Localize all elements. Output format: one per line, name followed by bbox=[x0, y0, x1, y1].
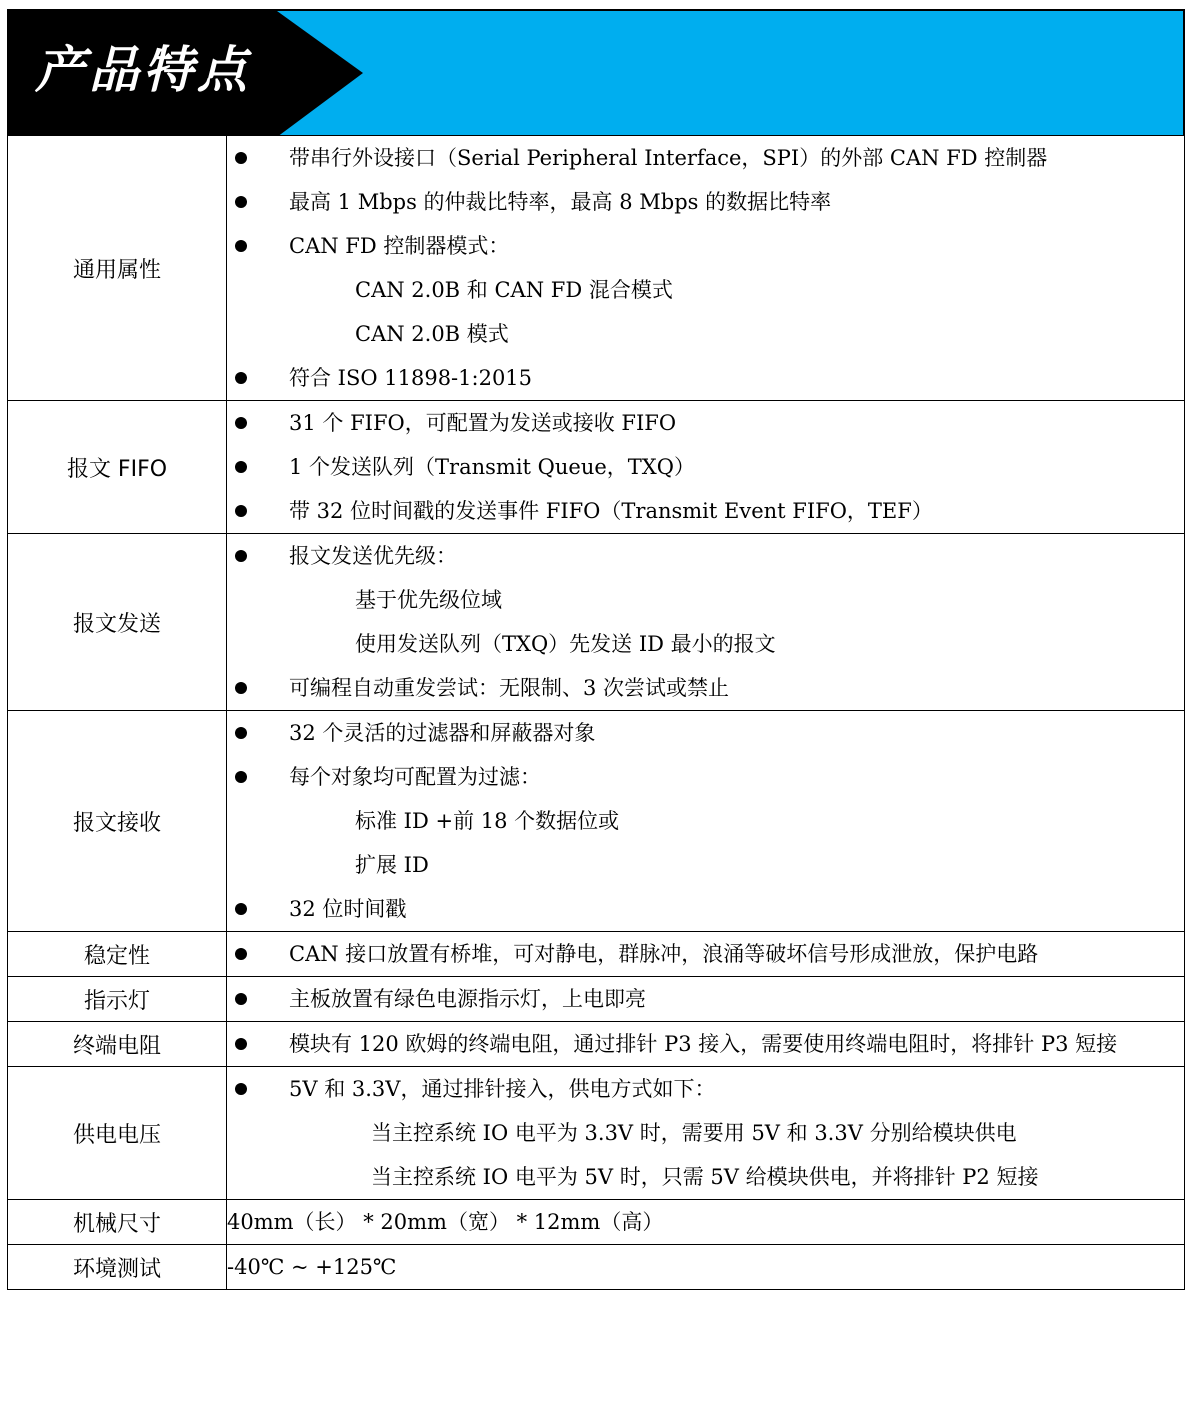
row-label: 报文接收 bbox=[8, 711, 227, 932]
list-item: 31 个 FIFO，可配置为发送或接收 FIFO bbox=[227, 401, 1184, 445]
list-item: 1 个发送队列（Transmit Queue，TXQ） bbox=[227, 445, 1184, 489]
table-row bbox=[8, 136, 1185, 401]
table-row bbox=[8, 932, 1185, 977]
bullet-icon bbox=[235, 1083, 247, 1095]
row-label: 终端电阻 bbox=[8, 1022, 227, 1067]
environment-value: -40℃ ~ +125℃ bbox=[227, 1255, 397, 1279]
row-content bbox=[227, 1245, 1185, 1290]
bullet-icon bbox=[235, 727, 247, 739]
sub-list-item: CAN 2.0B 模式 bbox=[355, 322, 509, 346]
row-content bbox=[227, 932, 1185, 977]
list-item: 主板放置有绿色电源指示灯，上电即亮 bbox=[227, 977, 1184, 1021]
bullet-icon bbox=[235, 1038, 247, 1050]
bullet-icon bbox=[235, 152, 247, 164]
bullet-icon bbox=[235, 993, 247, 1005]
table-row bbox=[8, 401, 1185, 534]
list-item: 模块有 120 欧姆的终端电阻，通过排针 P3 接入，需要使用终端电阻时，将排针 P3 短接 bbox=[227, 1022, 1184, 1066]
row-label: 报文 FIFO bbox=[8, 401, 227, 534]
table-row bbox=[8, 711, 1185, 932]
list-item: 每个对象均可配置为过滤： bbox=[227, 755, 1184, 799]
page-title: 产品特点 bbox=[35, 41, 251, 99]
row-content bbox=[227, 534, 1185, 711]
sub-list-item: 扩展 ID bbox=[355, 853, 429, 877]
header-banner bbox=[7, 9, 1185, 135]
row-content bbox=[227, 1022, 1185, 1067]
bullet-icon bbox=[235, 550, 247, 562]
list-item: CAN FD 控制器模式： bbox=[227, 224, 1184, 268]
bullet-icon bbox=[235, 771, 247, 783]
bullet-icon bbox=[235, 682, 247, 694]
row-label: 指示灯 bbox=[8, 977, 227, 1022]
bullet-icon bbox=[235, 903, 247, 915]
spec-page bbox=[7, 9, 1185, 1290]
row-content bbox=[227, 401, 1185, 534]
bullet-icon bbox=[235, 417, 247, 429]
sub-list-item: 当主控系统 IO 电平为 3.3V 时，需要用 5V 和 3.3V 分别给模块供电 bbox=[371, 1121, 1017, 1145]
table-row bbox=[8, 1245, 1185, 1290]
row-label: 报文发送 bbox=[8, 534, 227, 711]
table-row bbox=[8, 1022, 1185, 1067]
sub-list-item: 基于优先级位域 bbox=[355, 588, 502, 612]
sub-list-item: 标准 ID +前 18 个数据位或 bbox=[355, 809, 620, 833]
row-label: 环境测试 bbox=[8, 1245, 227, 1290]
list-item: 带 32 位时间戳的发送事件 FIFO（Transmit Event FIFO，TEF） bbox=[227, 489, 1184, 533]
dimensions-value: 40mm（长） * 20mm（宽） * 12mm（高） bbox=[227, 1210, 664, 1234]
sub-list-item: 当主控系统 IO 电平为 5V 时，只需 5V 给模块供电，并将排针 P2 短接 bbox=[371, 1165, 1039, 1189]
row-content bbox=[227, 136, 1185, 401]
bullet-icon bbox=[235, 505, 247, 517]
list-item: 32 个灵活的过滤器和屏蔽器对象 bbox=[227, 711, 1184, 755]
sub-list-item: 使用发送队列（TXQ）先发送 ID 最小的报文 bbox=[355, 632, 776, 656]
row-label: 通用属性 bbox=[8, 136, 227, 401]
row-content bbox=[227, 977, 1185, 1022]
list-item: 5V 和 3.3V，通过排针接入，供电方式如下： bbox=[227, 1067, 1184, 1111]
table-row bbox=[8, 534, 1185, 711]
row-label: 稳定性 bbox=[8, 932, 227, 977]
list-item: 最高 1 Mbps 的仲裁比特率，最高 8 Mbps 的数据比特率 bbox=[227, 180, 1184, 224]
list-item: 报文发送优先级： bbox=[227, 534, 1184, 578]
bullet-icon bbox=[235, 240, 247, 252]
table-row bbox=[8, 1067, 1185, 1200]
row-content bbox=[227, 1067, 1185, 1200]
bullet-icon bbox=[235, 372, 247, 384]
bullet-icon bbox=[235, 461, 247, 473]
list-item: 带串行外设接口（Serial Peripheral Interface，SPI）的外部 CAN FD 控制器 bbox=[227, 136, 1184, 180]
table-row bbox=[8, 977, 1185, 1022]
row-label: 机械尺寸 bbox=[8, 1200, 227, 1245]
table-row bbox=[8, 1200, 1185, 1245]
sub-list-item: CAN 2.0B 和 CAN FD 混合模式 bbox=[355, 278, 673, 302]
list-item: 32 位时间戳 bbox=[227, 887, 1184, 931]
list-item: 可编程自动重发尝试：无限制、3 次尝试或禁止 bbox=[227, 666, 1184, 710]
list-item: 符合 ISO 11898-1:2015 bbox=[227, 356, 1184, 400]
bullet-icon bbox=[235, 196, 247, 208]
row-content bbox=[227, 1200, 1185, 1245]
bullet-icon bbox=[235, 948, 247, 960]
row-content bbox=[227, 711, 1185, 932]
row-label: 供电电压 bbox=[8, 1067, 227, 1200]
feature-table bbox=[7, 135, 1185, 1290]
list-item: CAN 接口放置有桥堆，可对静电，群脉冲，浪涌等破坏信号形成泄放，保护电路 bbox=[227, 932, 1184, 976]
